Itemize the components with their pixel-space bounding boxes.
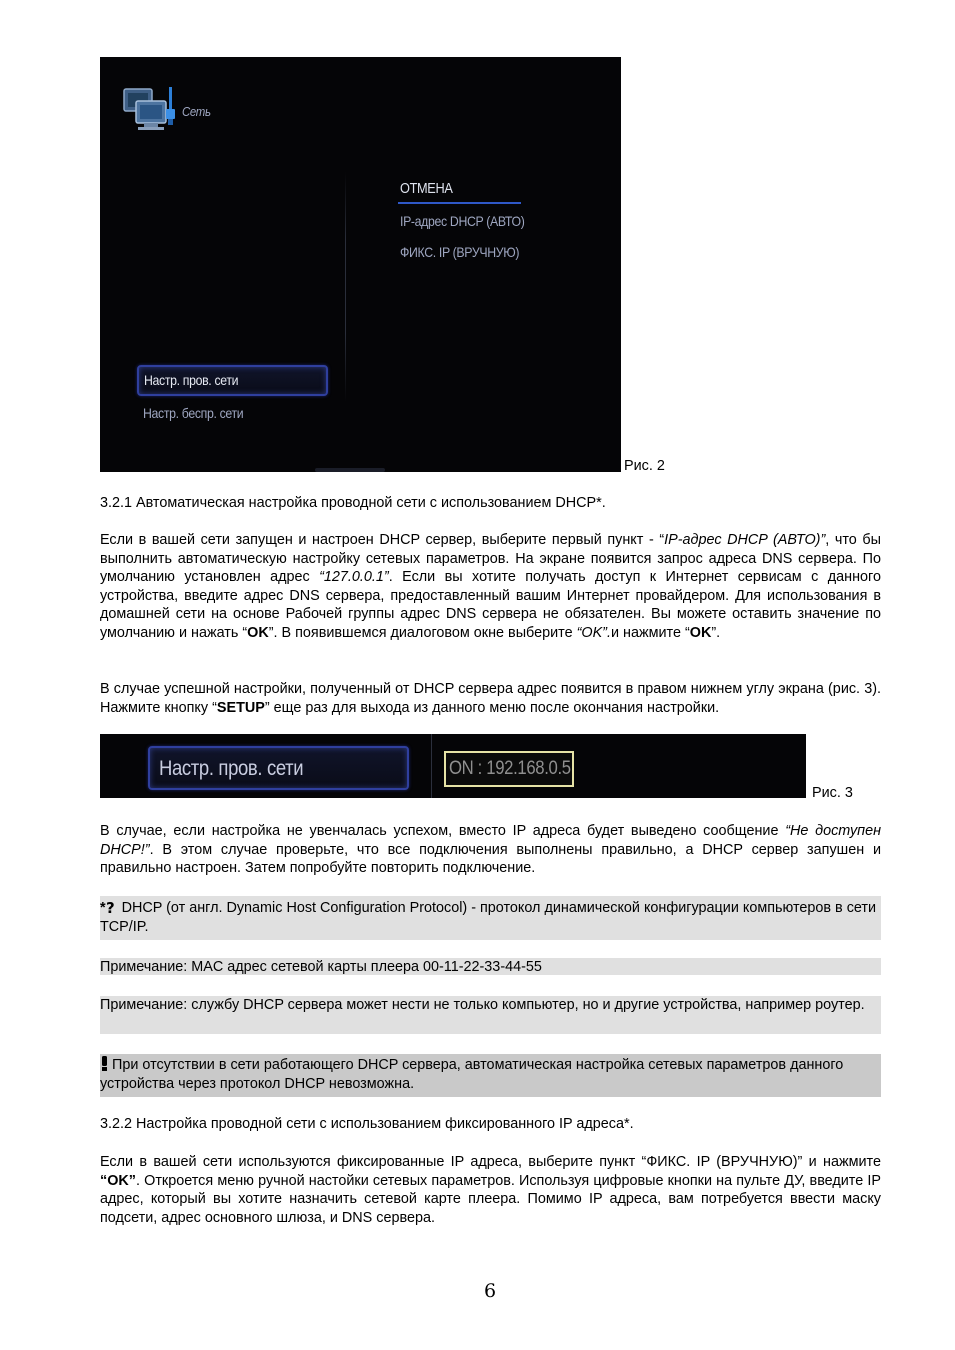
dhcp-definition-text: DHCP (от англ. Dynamic Host Configuration Protocol) - протокол динамической конфигурации компьютеров в сети TCP/IP. (100, 900, 877, 935)
text-run: и нажмите “ (610, 624, 690, 641)
dhcp-failure-paragraph (100, 822, 881, 878)
text-run: Если в вашей сети используются фиксированные IP адреса, выберите пункт “ФИКС. IP (ВРУЧНУЮ)” и нажмите (100, 1154, 881, 1170)
section-3-2-2-heading: 3.2.2 Настройка проводной сети с использованием фиксированного IP адреса*. (100, 1116, 634, 1132)
text-run: , что бы выполнить автоматическую настройку сетевых параметров. На экране появится запрос адреса DNS сервера. По умолчанию установлен адрес (100, 532, 881, 585)
menu-divider (345, 172, 346, 402)
section-3-2-1-paragraph-2 (100, 680, 881, 717)
screen-bottom-bar (315, 468, 385, 472)
svg-text:?: ? (105, 900, 115, 914)
text-run: ”. (711, 624, 721, 641)
menu-item-fixed-ip-manual[interactable]: ФИКС. IP (ВРУЧНУЮ) (400, 244, 520, 260)
menu-selection-underline (398, 202, 521, 204)
dhcp-warning-note (100, 1054, 881, 1097)
menu-item-wireless-settings[interactable]: Настр. беспр. сети (143, 405, 244, 421)
bold-run: OK (689, 624, 712, 641)
dhcp-warning-text: При отсутствии в сети работающего DHCP сервера, автоматическая настройка сетевых параметров данного устройства через протокол DHCP невозможна. (100, 1057, 844, 1092)
text-run: . В этом случае проверьте, что все подключения выполнены правильно, а DHCP сервер запушен и правильно настроен. Затем попробуйте повторить подключение. (100, 841, 881, 876)
text-run: . Если вы хотите получать доступ к Интернет сервисам с данного устройства, введите адрес DNS сервера, предоставленный вашим Интернет провайдером. Для использования в домашней сети на основе Рабочей группы адрес DNS сервера не обязателен. Вы можете оставить значение по умолчанию и нажать “ (100, 569, 881, 641)
text-run: В случае успешной настройки, полученный от DHCP сервера адрес появится в правом нижнем углу экрана (рис. 3). Нажмите кнопку “ (100, 681, 881, 716)
bold-run: “OK” (100, 1172, 136, 1189)
menu-item-wired-settings[interactable] (137, 365, 328, 396)
status-menu-item-label: Настр. пров. сети (159, 757, 304, 780)
mac-address-note (100, 958, 881, 975)
text-run: ”. В появившемся диалоговом окне выберите (268, 624, 577, 641)
section-3-2-1-heading: 3.2.1 Автоматическая настройка проводной сети с использованием DHCP*. (100, 495, 606, 511)
text-run: Если в вашей сети запущен и настроен DHCP сервер, выберите первый пункт - “ (100, 532, 665, 548)
figure-3-caption: Рис. 3 (812, 785, 853, 801)
question-mark-icon (106, 900, 118, 914)
menu-item-cancel[interactable]: ОТМЕНА (400, 181, 453, 197)
text-run: ” еще раз для выхода из данного меню после окончания настройки. (264, 699, 720, 716)
figure-2-network-menu-screenshot (100, 57, 621, 472)
italic-run: “127.0.0.1” (319, 569, 389, 585)
status-divider (431, 734, 432, 798)
dhcp-service-note (100, 996, 881, 1034)
footnote-star: * (100, 900, 106, 916)
bold-run: SETUP (216, 699, 265, 716)
dhcp-definition-note (100, 896, 881, 940)
figure-3-status-screenshot (100, 734, 806, 798)
italic-run: “Не доступен DHCP!” (100, 823, 881, 858)
menu-item-wired-settings-label: Настр. пров. сети (144, 372, 239, 388)
exclamation-icon (100, 1056, 109, 1071)
menu-header-title: Сеть (182, 104, 211, 119)
italic-run: “OK”. (576, 624, 611, 641)
ip-address-text: ON : 192.168.0.5 (449, 758, 571, 779)
figure-2-caption: Рис. 2 (624, 458, 665, 474)
menu-item-dhcp-auto[interactable]: IP-адрес DHCP (АВТО) (400, 213, 525, 229)
bold-run: OK (247, 624, 269, 641)
page-number: 6 (483, 1280, 497, 1302)
dhcp-service-text: Примечание: службу DHCP сервера может нести не только компьютер, но и другие устройства, например роутер. (100, 997, 865, 1013)
text-run: В случае, если настройка не увенчалась успехом, вместо IP адреса будет выведено сообщение (100, 823, 786, 839)
network-computer-icon (122, 83, 178, 133)
section-3-2-1-paragraph-1 (100, 531, 881, 642)
ip-address-indicator (444, 751, 574, 787)
text-run: . Откроется меню ручной настойки сетевых параметров. Используя цифровые кнопки на пульте ДУ, введите IP адрес, который вы хотите назначить сетевой карте плеера. Помимо IP адреса, вам потребуется ввести маску подсети, адрес основного шлюза, и DNS сервера. (100, 1172, 881, 1226)
mac-address-text: Примечание: MAC адрес сетевой карты плеера 00-11-22-33-44-55 (100, 959, 542, 975)
status-menu-item-wired-settings (148, 746, 409, 790)
italic-run: IP-адрес DHCP (АВТО)” (664, 532, 826, 548)
section-3-2-2-paragraph (100, 1153, 881, 1227)
